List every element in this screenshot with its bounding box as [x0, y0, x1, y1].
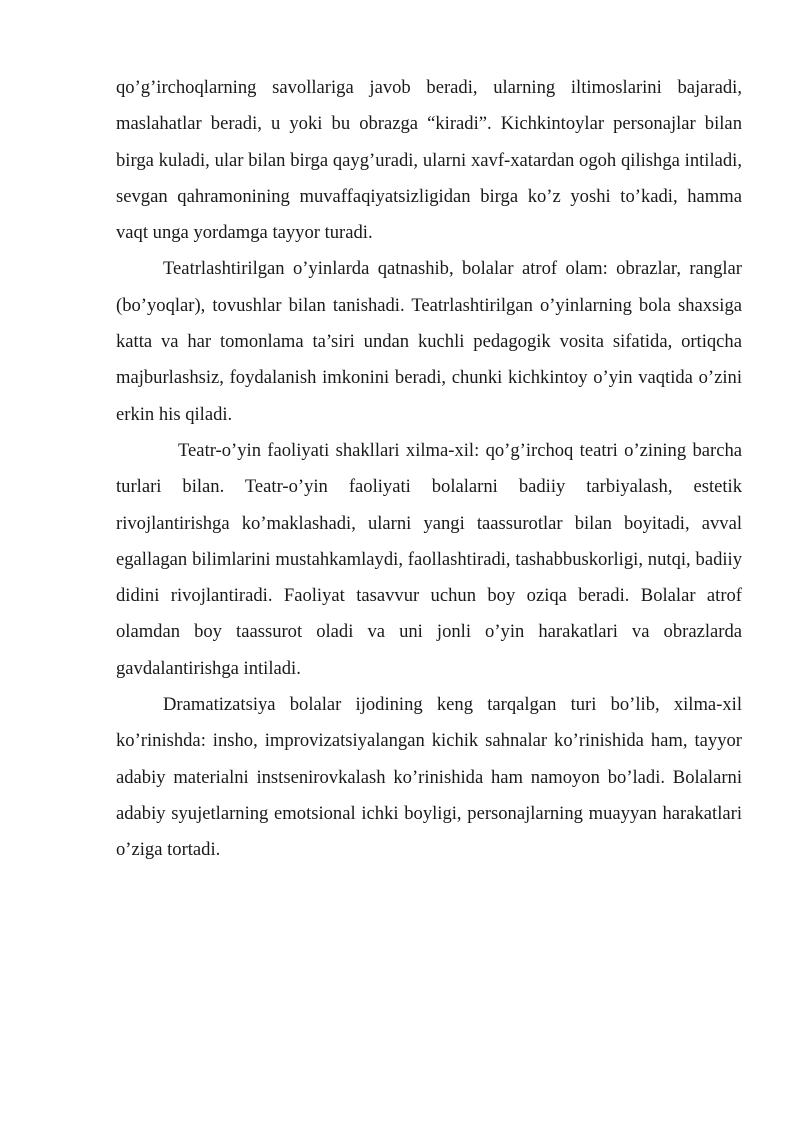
document-page: [116, 70, 742, 869]
paragraph-1: qo’g’irchoqlarning savollariga javob beradi, ularning iltimoslarini bajaradi, maslahatlar beradi, u yoki bu obrazga “kiradi”. Kichkintoylar personajlar bilan birga kuladi, ular bilan birga qayg’uradi, ularni xavf-xatardan ogoh qilishga intiladi, sevgan qahramonining muvaffaqiyatsizligidan birga ko’z yoshi to’kadi, hamma vaqt unga yordamga tayyor turadi.: [116, 77, 742, 244]
paragraph-2: Teatrlashtirilgan o’yinlarda qatnashib, bolalar atrof olam: obrazlar, ranglar (bo’yoqlar), tovushlar bilan tanishadi. Teatrlashtirilgan o’yinlarning bola shaxsiga katta va har tomonlama ta’siri undan kuchli pedagogik vosita sifatida, ortiqcha majburlashsiz, foydalanish imkonini beradi, chunki kichkintoy o’yin vaqtida o’zini erkin his qiladi.: [116, 258, 742, 425]
paragraph-3: Teatr-o’yin faoliyati shakllari xilma-xil: qo’g’irchoq teatri o’zining barcha turlari bilan. Teatr-o’yin faoliyati bolalarni badiiy tarbiyalash, estetik rivojlantirishga ko’maklashadi, ularni yangi taassurotlar bilan boyitadi, avval egallagan bilimlarini mustahkamlaydi, faollashtiradi, tashabbuskorligi, nutqi, badiiy didini rivojlantiradi. Faoliyat tasavvur uchun boy oziqa beradi. Bolalar atrof olamdan boy taassurot oladi va uni jonli o’yin harakatlari va obrazlarda gavdalantirishga intiladi.: [116, 439, 742, 679]
paragraph-4: Dramatizatsiya bolalar ijodining keng tarqalgan turi bo’lib, xilma-xil ko’rinishda: insho, improvizatsiyalangan kichik sahnalar ko’rinishida ham, tayyor adabiy materialni instsenirovkalash ko’rinishida ham namoyon bo’ladi. Bolalarni adabiy syujetlarning emotsional ichki boyligi, personajlarning muayyan harakatlari o’ziga tortadi.: [116, 694, 742, 861]
